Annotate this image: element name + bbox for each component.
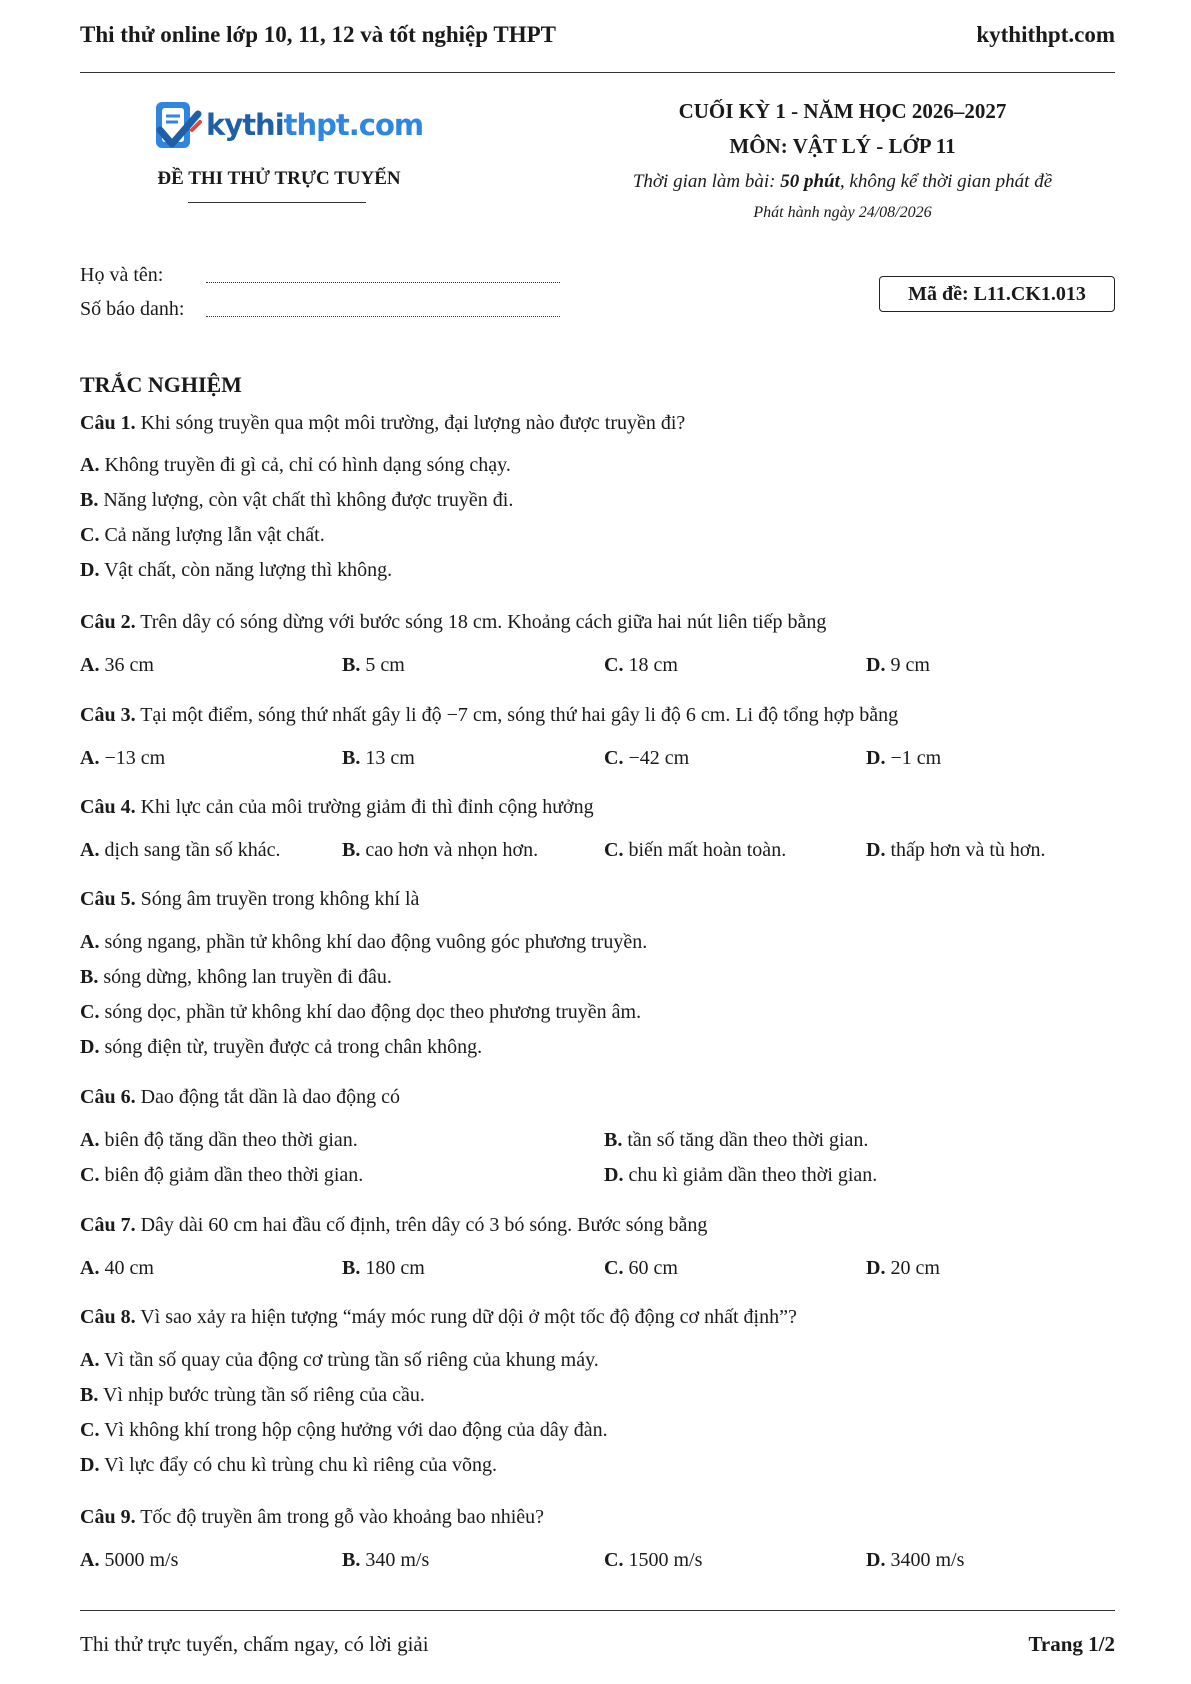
question-number: Câu 4.: [80, 796, 136, 818]
option-d[interactable]: [866, 839, 1045, 862]
option-a[interactable]: [80, 747, 165, 770]
option-text: 5000 m/s: [104, 1549, 179, 1571]
logo-text-a: kythi: [206, 108, 284, 142]
question-text: Vì sao xảy ra hiện tượng “máy móc rung dữ dội ở một tốc độ động cơ nhất định”?: [140, 1306, 797, 1328]
exam-type-label: ĐỀ THI THỬ TRỰC TUYẾN: [157, 168, 401, 189]
id-field[interactable]: [206, 316, 560, 317]
question-number: Câu 8.: [80, 1306, 136, 1328]
option-text: 3400 m/s: [890, 1549, 965, 1571]
exam-duration: [520, 166, 1165, 198]
option-d[interactable]: [866, 1257, 940, 1280]
question-3: [80, 704, 898, 727]
option-key: C.: [80, 1001, 100, 1023]
option-text: 9 cm: [890, 654, 930, 676]
option-key: B.: [80, 1384, 99, 1406]
subtitle-underline: [188, 202, 366, 203]
question-text: Khi lực cản của môi trường giảm đi thì đỉnh cộng hưởng: [140, 796, 594, 818]
option-key: C.: [604, 1549, 624, 1571]
page-number: Trang 1/2: [1028, 1632, 1115, 1656]
option-d[interactable]: [604, 1164, 877, 1187]
option-key: C.: [80, 524, 100, 546]
option-text: tần số tăng dần theo thời gian.: [627, 1129, 869, 1151]
option-key: C.: [80, 1164, 100, 1186]
question-number: Câu 1.: [80, 412, 136, 434]
question-text: Tại một điểm, sóng thứ nhất gây li độ −7 cm, sóng thứ hai gây li độ 6 cm. Li độ tổng hợp bằng: [140, 704, 899, 726]
option-key: D.: [80, 1036, 100, 1058]
option-key: B.: [342, 747, 361, 769]
option-b[interactable]: [342, 839, 538, 862]
option-text: Vì không khí trong hộp cộng hưởng với dao động của dây đàn.: [104, 1419, 608, 1441]
option-key: A.: [80, 931, 100, 953]
option-key: B.: [342, 1257, 361, 1279]
option-c[interactable]: [80, 1001, 641, 1024]
question-number: Câu 9.: [80, 1506, 136, 1528]
question-text: Dây dài 60 cm hai đầu cố định, trên dây có 3 bó sóng. Bước sóng bằng: [140, 1214, 708, 1236]
option-key: B.: [342, 839, 361, 861]
option-key: C.: [80, 1419, 100, 1441]
option-key: D.: [866, 654, 886, 676]
section-title: TRẮC NGHIỆM: [80, 372, 242, 397]
site-logo: [152, 100, 424, 156]
option-a[interactable]: [80, 654, 154, 677]
option-a[interactable]: [80, 839, 281, 862]
option-a[interactable]: [80, 1549, 178, 1572]
option-a[interactable]: [80, 1129, 358, 1152]
exam-release-date: Phát hành ngày 24/08/2026: [753, 204, 932, 221]
option-text: −42 cm: [628, 747, 690, 769]
option-key: D.: [80, 1454, 100, 1476]
option-text: sóng dọc, phần tử không khí dao động dọc theo phương truyền âm.: [104, 1001, 642, 1023]
option-key: A.: [80, 1349, 100, 1371]
duration-suffix: , không kể thời gian phát đề: [839, 171, 1053, 192]
question-number: Câu 2.: [80, 611, 136, 633]
option-key: A.: [80, 1257, 100, 1279]
option-a[interactable]: [80, 1349, 599, 1372]
duration-prefix: Thời gian làm bài:: [632, 171, 781, 192]
option-key: D.: [80, 559, 100, 581]
option-text: Cả năng lượng lẫn vật chất.: [104, 524, 325, 546]
option-key: B.: [342, 654, 361, 676]
option-text: 13 cm: [365, 747, 415, 769]
footer-rule: [80, 1610, 1115, 1611]
option-text: sóng dừng, không lan truyền đi đâu.: [103, 966, 392, 988]
option-d[interactable]: [80, 1454, 497, 1477]
option-c[interactable]: [604, 654, 678, 677]
option-key: C.: [604, 654, 624, 676]
option-text: 60 cm: [628, 1257, 678, 1279]
option-text: 40 cm: [104, 1257, 154, 1279]
option-text: Năng lượng, còn vật chất thì không được truyền đi.: [103, 489, 514, 511]
question-8: [80, 1306, 797, 1329]
question-number: Câu 5.: [80, 888, 136, 910]
id-label: Số báo danh:: [80, 298, 185, 320]
question-text: Sóng âm truyền trong không khí là: [140, 888, 420, 910]
option-b[interactable]: [342, 747, 415, 770]
header-rule: [80, 72, 1115, 73]
option-text: Không truyền đi gì cả, chỉ có hình dạng sóng chạy.: [104, 454, 511, 476]
exam-code-box: Mã đề: L11.CK1.013: [879, 276, 1115, 312]
question-4: [80, 796, 594, 819]
option-b[interactable]: [80, 489, 513, 512]
option-text: biến mất hoàn toàn.: [628, 839, 787, 861]
option-text: sóng ngang, phần tử không khí dao động vuông góc phương truyền.: [104, 931, 648, 953]
option-key: C.: [604, 1257, 624, 1279]
option-text: 20 cm: [890, 1257, 940, 1279]
option-key: A.: [80, 454, 100, 476]
option-b[interactable]: [342, 1257, 425, 1280]
option-text: Vật chất, còn năng lượng thì không.: [104, 559, 393, 581]
option-key: B.: [80, 489, 99, 511]
option-text: Vì tần số quay của động cơ trùng tần số riêng của khung máy.: [104, 1349, 599, 1371]
option-b[interactable]: [80, 966, 392, 989]
option-text: 36 cm: [104, 654, 154, 676]
exam-term: CUỐI KỲ 1 - NĂM HỌC 2026–2027: [678, 99, 1007, 123]
option-text: cao hơn và nhọn hơn.: [365, 839, 539, 861]
question-5: [80, 888, 419, 911]
question-7: [80, 1214, 707, 1237]
header-site[interactable]: kythithpt.com: [976, 22, 1115, 47]
question-2: [80, 611, 826, 634]
header-title: Thi thử online lớp 10, 11, 12 và tốt nghiệp THPT: [80, 22, 556, 47]
option-key: B.: [342, 1549, 361, 1571]
question-number: Câu 7.: [80, 1214, 136, 1236]
question-text: Dao động tắt dần là dao động có: [140, 1086, 400, 1108]
option-a[interactable]: [80, 454, 511, 477]
option-text: thấp hơn và tù hơn.: [890, 839, 1046, 861]
option-key: D.: [866, 839, 886, 861]
option-d[interactable]: [866, 747, 941, 770]
option-key: A.: [80, 654, 100, 676]
option-c[interactable]: [604, 839, 786, 862]
option-text: 180 cm: [365, 1257, 425, 1279]
option-c[interactable]: [604, 747, 689, 770]
option-c[interactable]: [80, 524, 325, 547]
option-text: Vì nhịp bước trùng tần số riêng của cầu.: [102, 1384, 425, 1406]
option-text: dịch sang tần số khác.: [104, 839, 281, 861]
option-c[interactable]: [80, 1164, 363, 1187]
option-a[interactable]: [80, 931, 647, 954]
option-b[interactable]: [342, 654, 405, 677]
option-key: A.: [80, 1129, 100, 1151]
exam-page: [80, 0, 1115, 1684]
option-text: 5 cm: [365, 654, 405, 676]
exam-info: [520, 96, 1165, 228]
logo-text: [206, 108, 423, 142]
question-6: [80, 1086, 400, 1109]
option-text: biên độ tăng dần theo thời gian.: [104, 1129, 358, 1151]
option-d[interactable]: [866, 654, 930, 677]
option-text: sóng điện từ, truyền được cả trong chân không.: [104, 1036, 483, 1058]
option-key: D.: [604, 1164, 624, 1186]
top-header: [80, 22, 1115, 52]
option-key: A.: [80, 839, 100, 861]
name-field[interactable]: [206, 282, 560, 283]
question-text: Khi sóng truyền qua một môi trường, đại lượng nào được truyền đi?: [140, 412, 686, 434]
option-key: C.: [604, 747, 624, 769]
option-d[interactable]: [80, 1036, 482, 1059]
option-d[interactable]: [80, 559, 392, 582]
footer-tagline: Thi thử trực tuyến, chấm ngay, có lời giải: [80, 1632, 429, 1656]
option-d[interactable]: [866, 1549, 964, 1572]
option-text: −1 cm: [890, 747, 942, 769]
option-text: 340 m/s: [365, 1549, 430, 1571]
question-9: [80, 1506, 544, 1529]
option-text: 1500 m/s: [628, 1549, 703, 1571]
option-key: D.: [866, 1257, 886, 1279]
logo-text-b: thpt.com: [283, 108, 424, 142]
option-b[interactable]: [80, 1384, 425, 1407]
question-number: Câu 3.: [80, 704, 136, 726]
question-1: [80, 412, 685, 435]
option-text: Vì lực đẩy có chu kì trùng chu kì riêng của võng.: [104, 1454, 498, 1476]
exam-subject: MÔN: VẬT LÝ - LỚP 11: [729, 134, 956, 158]
option-b[interactable]: [342, 1549, 429, 1572]
option-text: 18 cm: [628, 654, 678, 676]
option-text: −13 cm: [104, 747, 166, 769]
question-text: Tốc độ truyền âm trong gỗ vào khoảng bao nhiêu?: [140, 1506, 544, 1528]
option-c[interactable]: [604, 1257, 678, 1280]
option-text: chu kì giảm dần theo thời gian.: [628, 1164, 878, 1186]
option-c[interactable]: [80, 1419, 608, 1442]
option-text: biên độ giảm dần theo thời gian.: [104, 1164, 364, 1186]
option-a[interactable]: [80, 1257, 154, 1280]
option-b[interactable]: [604, 1129, 868, 1152]
duration-value: 50 phút: [780, 171, 840, 192]
logo-icon: [152, 100, 204, 154]
option-key: A.: [80, 1549, 100, 1571]
name-label: Họ và tên:: [80, 264, 164, 286]
option-c[interactable]: [604, 1549, 702, 1572]
option-key: A.: [80, 747, 100, 769]
option-key: B.: [80, 966, 99, 988]
option-key: D.: [866, 1549, 886, 1571]
question-text: Trên dây có sóng dừng với bước sóng 18 cm. Khoảng cách giữa hai nút liên tiếp bằng: [140, 611, 827, 633]
question-number: Câu 6.: [80, 1086, 136, 1108]
option-key: D.: [866, 747, 886, 769]
option-key: B.: [604, 1129, 623, 1151]
option-key: C.: [604, 839, 624, 861]
